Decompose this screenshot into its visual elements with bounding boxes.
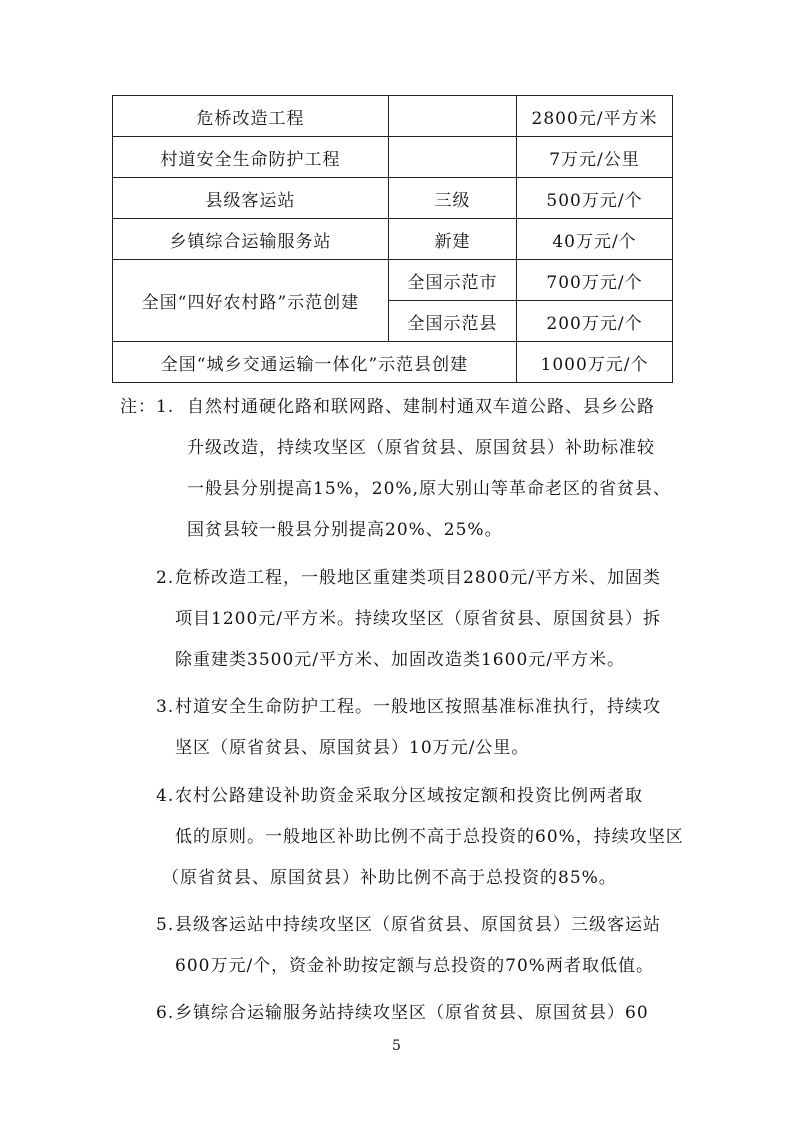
standard-cell: 1000万元/个	[517, 342, 673, 383]
project-cell: 全国“四好农村路”示范创建	[113, 260, 389, 342]
level-cell: 全国示范县	[389, 301, 517, 342]
level-cell: 三级	[389, 178, 517, 219]
level-cell: 全国示范市	[389, 260, 517, 301]
note-text-line: 村道安全生命防护工程。一般地区按照基准标准执行，持续攻	[175, 697, 661, 717]
project-cell: 县级客运站	[113, 178, 389, 219]
table-row	[113, 96, 673, 137]
note-text-line: 600万元/个，资金补助按定额与总投资的70%两者取低值。	[175, 956, 654, 976]
note-number: 5.	[156, 915, 175, 935]
level-cell	[389, 137, 517, 178]
note-text-line: 国贫县较一般县分别提高20%、25%。	[187, 520, 503, 540]
note-text-line: 项目1200元/平方米。持续攻坚区（原省贫县、原国贫县）拆	[175, 609, 661, 629]
standard-cell: 200万元/个	[517, 301, 673, 342]
note-text-line: （原省贫县、原国贫县）补助比例不高于总投资的85%。	[162, 868, 617, 888]
project-cell: 危桥改造工程	[113, 96, 389, 137]
note-number: 1.	[156, 397, 175, 417]
table-row	[113, 260, 673, 301]
level-cell: 新建	[389, 219, 517, 260]
level-cell	[389, 96, 517, 137]
note-text-line: 农村公路建设补助资金采取分区域按定额和投资比例两者取	[175, 786, 643, 806]
note-number: 6.	[156, 1003, 175, 1023]
standard-cell: 2800元/平方米	[517, 96, 673, 137]
table-row	[113, 137, 673, 178]
note-text-line: 低的原则。一般地区补助比例不高于总投资的60%，持续攻坚区	[175, 827, 684, 847]
note-text-line: 一般县分别提高15%，20%,原大别山等革命老区的省贫县、	[187, 479, 671, 499]
note-text-line: 升级改造，持续攻坚区（原省贫县、原国贫县）补助标准较	[187, 438, 655, 458]
standard-cell: 40万元/个	[517, 219, 673, 260]
note-text-line: 乡镇综合运输服务站持续攻坚区（原省贫县、原国贫县）60	[175, 1003, 649, 1023]
note-text-line: 除重建类3500元/平方米、加固改造类1600元/平方米。	[175, 650, 625, 670]
table-row	[113, 178, 673, 219]
note-number: 3.	[156, 697, 175, 717]
project-cell: 村道安全生命防护工程	[113, 137, 389, 178]
standard-cell: 7万元/公里	[517, 137, 673, 178]
project-cell: 全国“城乡交通运输一体化”示范县创建	[113, 342, 517, 383]
table-row	[113, 219, 673, 260]
project-cell: 乡镇综合运输服务站	[113, 219, 389, 260]
standard-cell: 700万元/个	[517, 260, 673, 301]
table-row	[113, 342, 673, 383]
note-text-line: 县级客运站中持续攻坚区（原省贫县、原国贫县）三级客运站	[175, 915, 661, 935]
note-number: 2.	[156, 568, 175, 588]
page-number: 5	[392, 1038, 401, 1054]
subsidy-standard-table	[112, 95, 673, 383]
note-number: 4.	[156, 786, 175, 806]
notes-label: 注：	[120, 397, 156, 417]
note-text-line: 危桥改造工程，一般地区重建类项目2800元/平方米、加固类	[175, 568, 661, 588]
standard-cell: 500万元/个	[517, 178, 673, 219]
note-text-line: 自然村通硬化路和联网路、建制村通双车道公路、县乡公路	[187, 397, 655, 417]
note-text-line: 坚区（原省贫县、原国贫县）10万元/公里。	[175, 738, 530, 758]
